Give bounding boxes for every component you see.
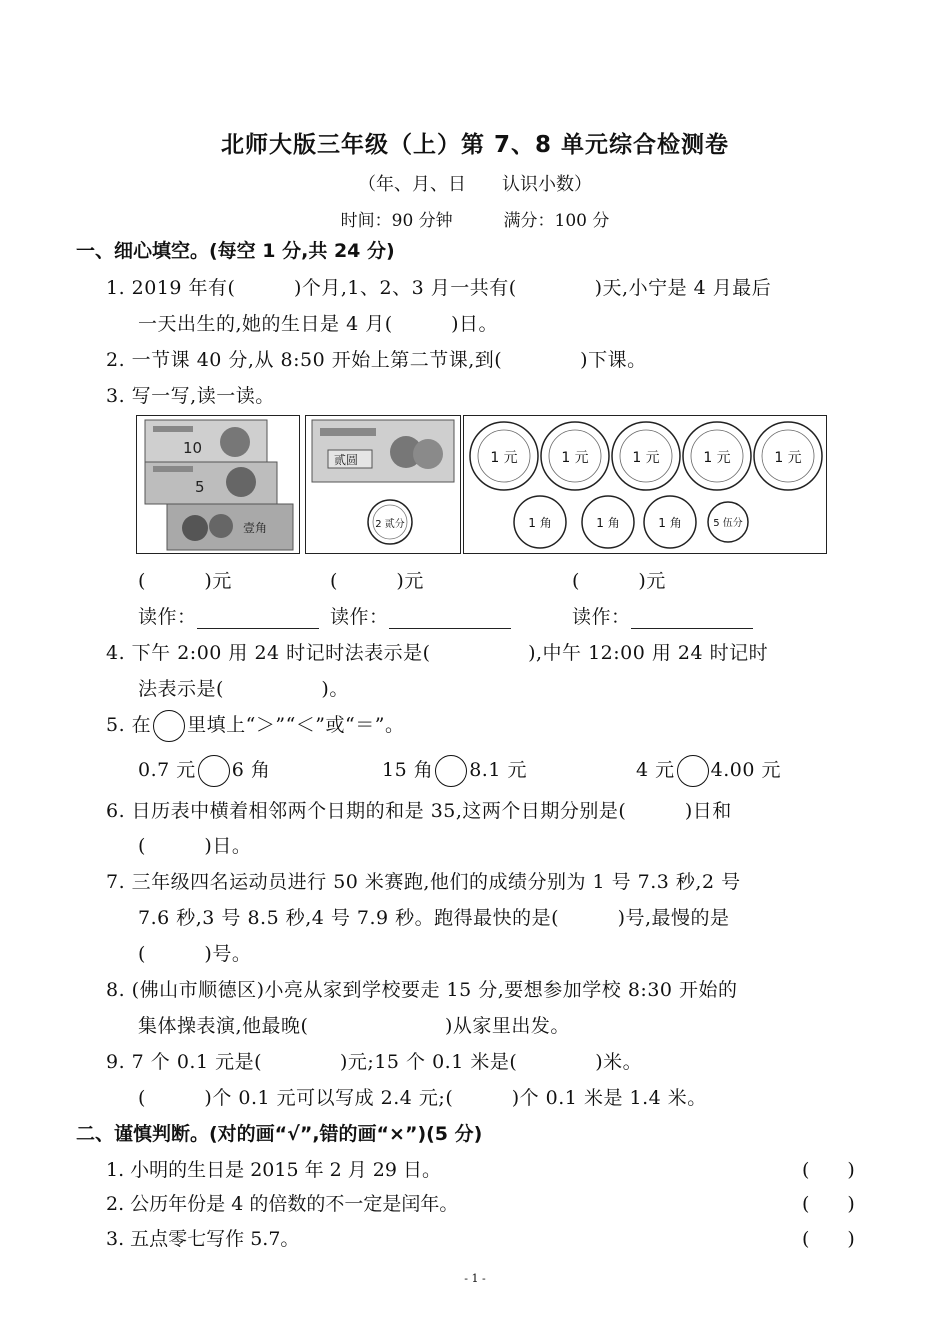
coin-5fen-label: 5 伍分	[713, 518, 743, 529]
note-10-label: 10	[183, 439, 203, 457]
coin-1jiao-label: 1 角	[596, 516, 620, 530]
judge-mark-1: ( )	[802, 1159, 855, 1181]
question-8-line2: 集体操表演,他最晚( )从家里出发。	[138, 1015, 570, 1037]
coin-1yuan-label: 1 元	[632, 450, 660, 466]
question-7-line2: 7.6 秒,3 号 8.5 秒,4 号 7.9 秒。跑得最快的是( )号,最慢的是	[138, 907, 730, 929]
judge-mark-3: ( )	[802, 1228, 855, 1250]
compare-circle-icon	[198, 755, 230, 787]
question-2: 2. 一节课 40 分,从 8:50 开始上第二节课,到( )下课。	[106, 349, 647, 371]
banknotes-image	[136, 415, 300, 554]
coin-1jiao-label: 1 角	[658, 516, 682, 530]
page-subtitle: （年、月、日 认识小数）	[358, 174, 592, 195]
compare-circle-icon	[153, 710, 185, 742]
question-8-line1: 8. (佛山市顺德区)小亮从家到学校要走 15 分,要想参加学校 8:30 开始的	[106, 979, 738, 1001]
judge-mark-2: ( )	[802, 1193, 855, 1215]
time-limit: 时间：90 分钟	[340, 211, 453, 231]
question-4-line2: 法表示是( )。	[138, 678, 349, 700]
note-and-coin-image	[305, 415, 461, 554]
question-1-line1: 1. 2019 年有( )个月,1、2、3 月一共有( )天,小宁是 4 月最后	[106, 277, 772, 299]
q5-item-2: 15 角 8.1 元	[382, 755, 527, 787]
coin-2fen-label: 2 贰分	[375, 519, 405, 530]
question-5: 5. 在 里填上“＞”“＜”或“＝”。	[106, 710, 404, 742]
question-6-line2: ( )日。	[138, 835, 252, 857]
question-9-line2: ( )个 0.1 元可以写成 2.4 元;( )个 0.1 米是 1.4 米。	[138, 1087, 707, 1109]
q5-item-3: 4 元 4.00 元	[636, 755, 781, 787]
coin-1yuan-label: 1 元	[774, 450, 802, 466]
note-2yuan-label: 贰圆	[334, 453, 359, 467]
question-7-line3: ( )号。	[138, 943, 252, 965]
q3-read-1: 读作：	[138, 602, 319, 629]
coin-1yuan-label: 1 元	[703, 450, 731, 466]
q3-read-2: 读作：	[330, 602, 511, 629]
q3-read-3: 读作：	[572, 602, 753, 629]
coins-image	[463, 415, 827, 554]
section2-heading: 二、谨慎判断。(对的画“√”,错的画“×”)(5 分)	[76, 1123, 483, 1145]
coin-1yuan-label: 1 元	[561, 450, 589, 466]
judge-item-3: 3. 五点零七写作 5.7。	[106, 1228, 300, 1250]
question-7-line1: 7. 三年级四名运动员进行 50 米赛跑,他们的成绩分别为 1 号 7.3 秒,2 号	[106, 871, 741, 893]
compare-circle-icon	[677, 755, 709, 787]
q3-blank-2: ( )元	[330, 570, 424, 592]
q5-item-1: 0.7 元 6 角	[138, 755, 270, 787]
question-6-line1: 6. 日历表中横着相邻两个日期的和是 35,这两个日期分别是( )日和	[106, 800, 732, 822]
q3-blank-1: ( )元	[138, 570, 232, 592]
question-3: 3. 写一写,读一读。	[106, 385, 275, 407]
question-1-line2: 一天出生的,她的生日是 4 月( )日。	[138, 313, 499, 335]
section1-heading: 一、细心填空。(每空 1 分,共 24 分)	[76, 240, 395, 262]
question-9-line1: 9. 7 个 0.1 元是( )元;15 个 0.1 米是( )米。	[106, 1051, 643, 1073]
judge-item-2: 2. 公历年份是 4 的倍数的不一定是闰年。	[106, 1193, 459, 1215]
coin-1jiao-label: 1 角	[528, 516, 552, 530]
page-title: 北师大版三年级（上）第 7、8 单元综合检测卷	[220, 132, 730, 158]
coin-1yuan-label: 1 元	[490, 450, 518, 466]
exam-meta	[0, 206, 950, 231]
q3-blank-3: ( )元	[572, 570, 666, 592]
note-5-label: 5	[195, 478, 205, 496]
judge-item-1: 1. 小明的生日是 2015 年 2 月 29 日。	[106, 1159, 442, 1181]
note-1jiao-label: 壹角	[243, 521, 268, 535]
compare-circle-icon	[435, 755, 467, 787]
full-score: 满分：100 分	[503, 211, 610, 231]
page-number: - 1 -	[464, 1272, 486, 1285]
question-4-line1: 4. 下午 2:00 用 24 时记时法表示是( ),中午 12:00 用 24 时记时	[106, 642, 769, 664]
